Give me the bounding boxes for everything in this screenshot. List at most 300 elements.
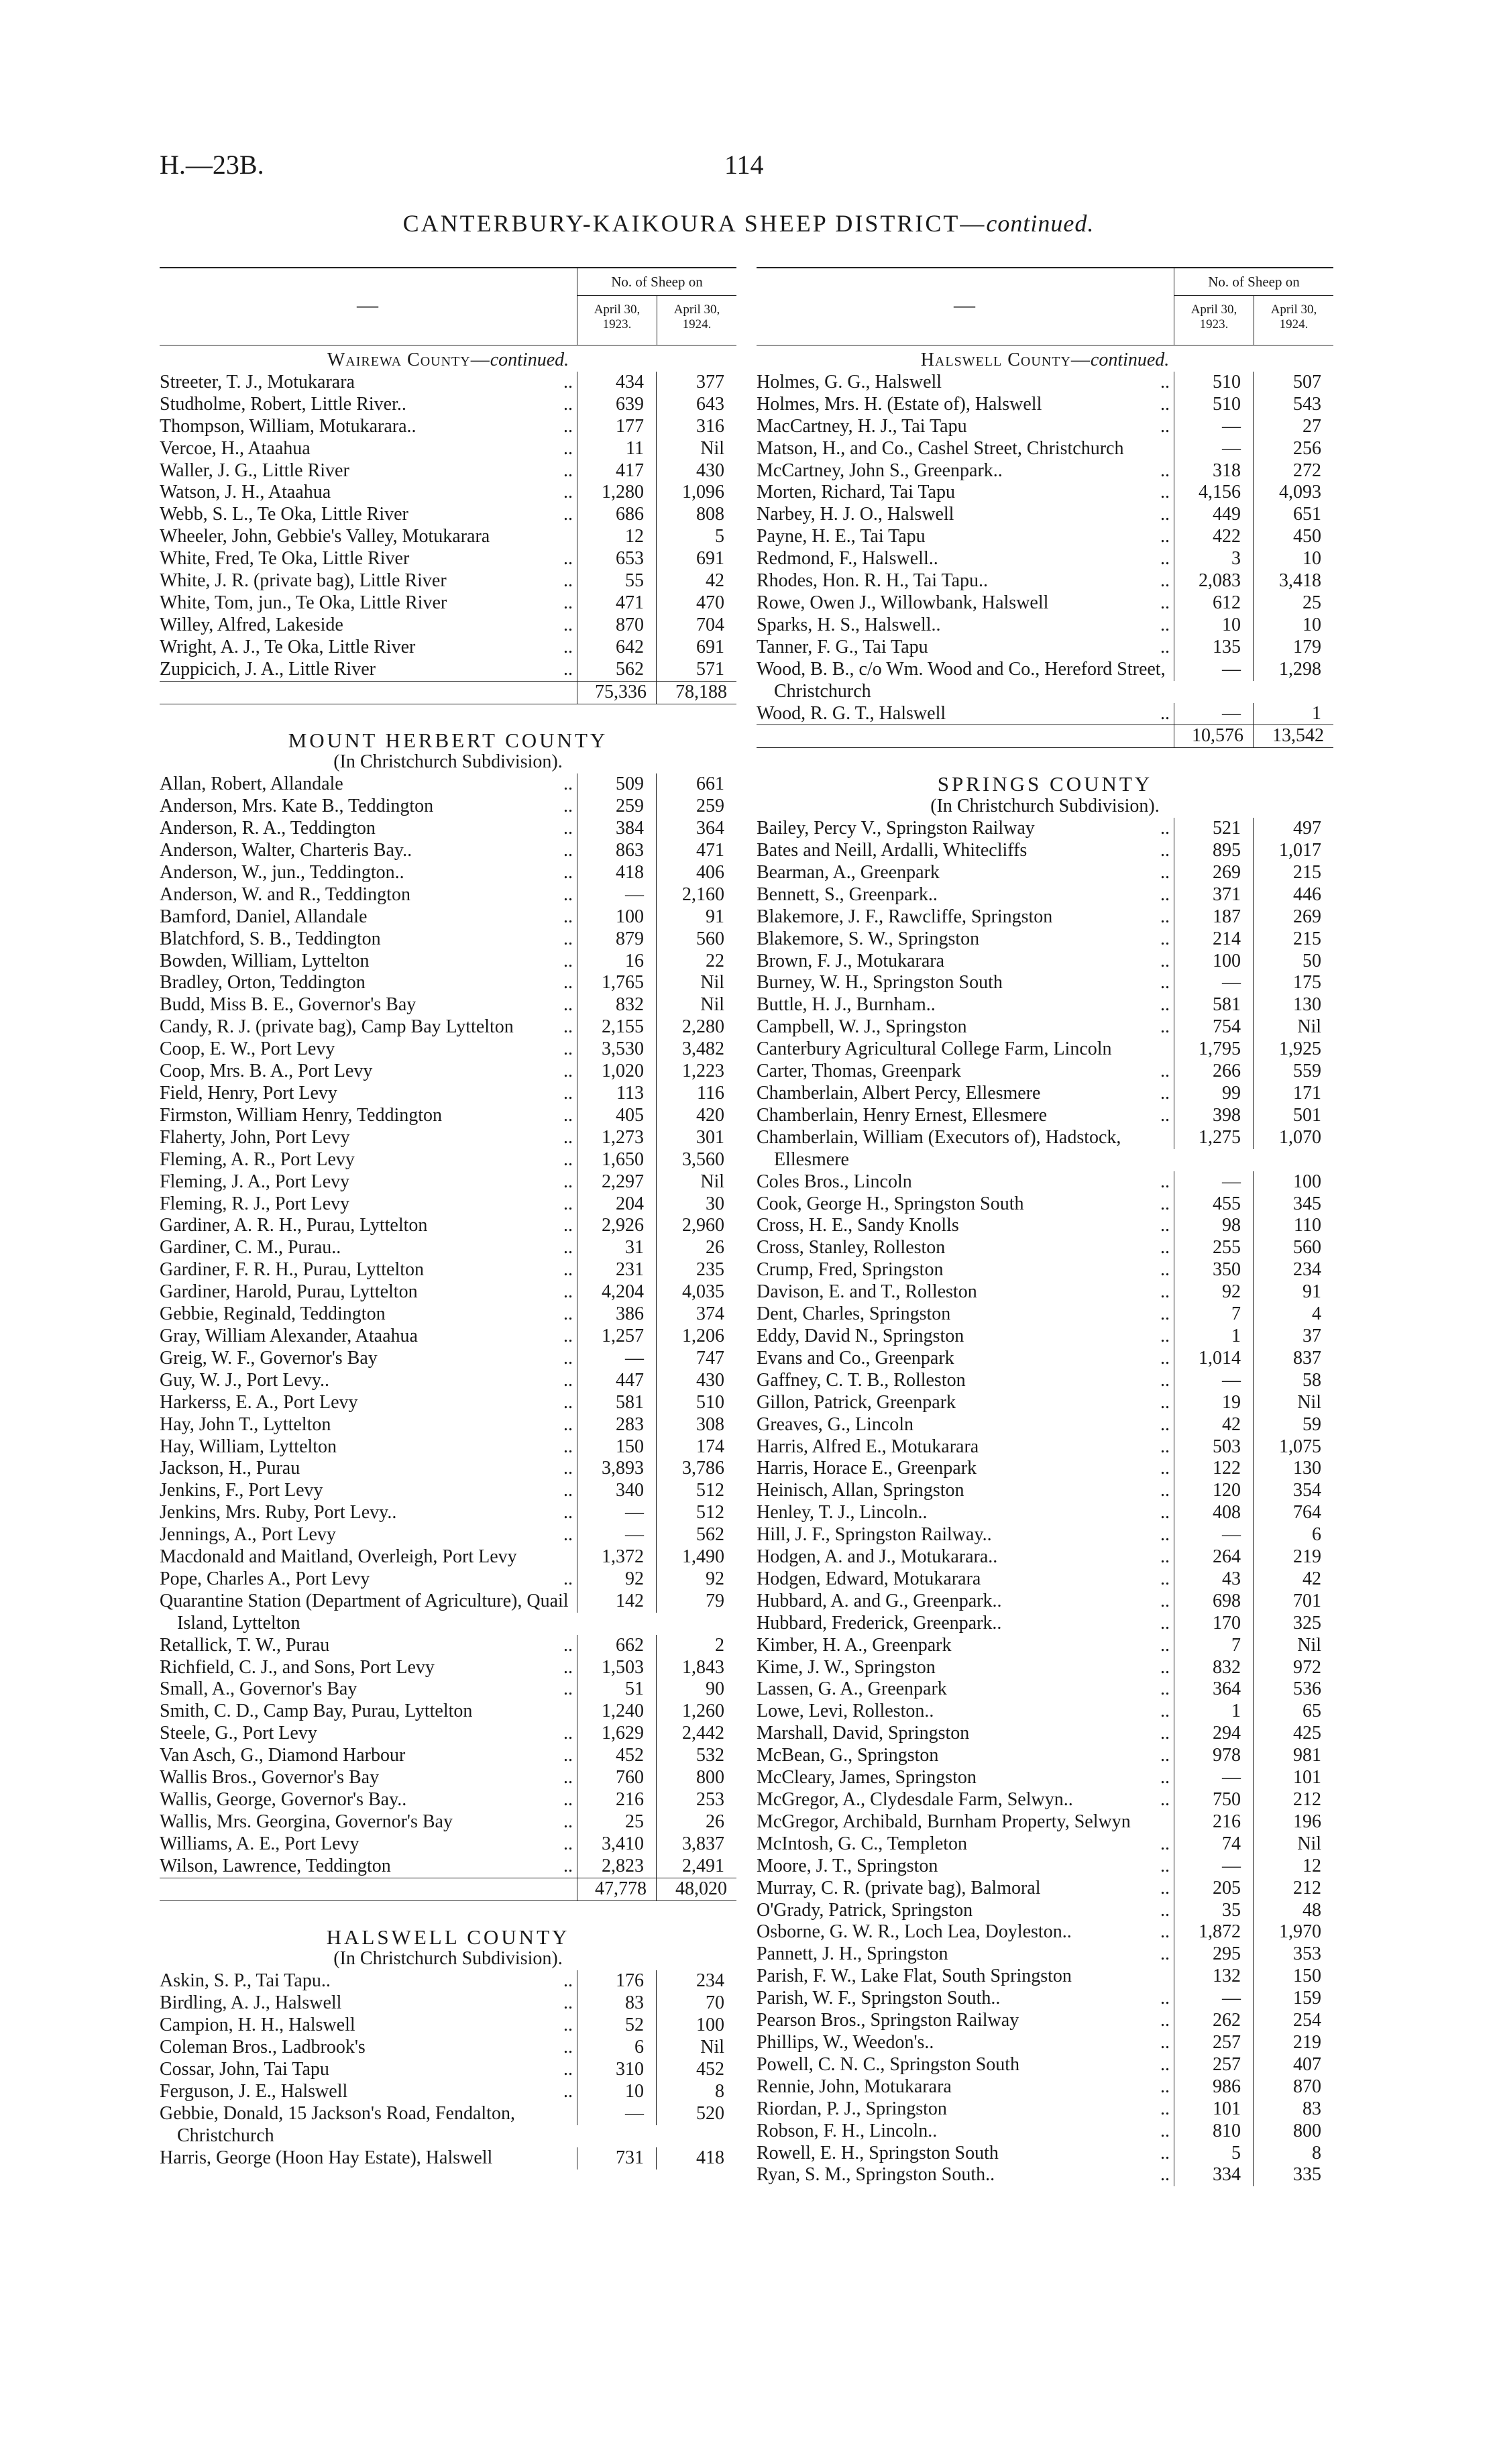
- table-row: [757, 1789, 1333, 1811]
- table-row: [757, 637, 1333, 659]
- owner-name: Bradley, Orton, Teddington ..: [160, 972, 573, 994]
- sheep-1924: 691: [656, 637, 736, 659]
- sheep-1924: 100: [656, 2015, 736, 2037]
- sheep-1923: 642: [577, 637, 656, 659]
- owner-name: Kimber, H. A., Greenpark ..: [757, 1634, 1170, 1656]
- sheep-1923: —: [1174, 972, 1253, 994]
- sheep-1923: 3: [1174, 548, 1253, 570]
- sheep-1924: 253: [656, 1789, 736, 1811]
- owner-name: Blakemore, J. F., Rawcliffe, Springston ..: [757, 906, 1170, 927]
- sheep-1923: 503: [1174, 1436, 1253, 1458]
- owner-name: Crump, Fred, Springston ..: [757, 1259, 1170, 1281]
- sheep-1923: 4,204: [577, 1281, 656, 1303]
- owner-name: Anderson, Walter, Charteris Bay.. ..: [160, 840, 573, 861]
- sheep-1924: 870: [1253, 2076, 1333, 2098]
- sheep-1924: 345: [1253, 1193, 1333, 1216]
- owner-name: Candy, R. J. (private bag), Camp Bay Lyttelton ..: [160, 1016, 573, 1038]
- table-row: [160, 1524, 736, 1546]
- sheep-1923: 509: [577, 773, 656, 796]
- sheep-1924: 1,490: [656, 1546, 736, 1568]
- sheep-1924: 65: [1253, 1701, 1333, 1723]
- table-row: [757, 1546, 1333, 1568]
- owner-name: McIntosh, G. C., Templeton ..: [757, 1833, 1170, 1854]
- sheep-1924: 651: [1253, 504, 1333, 526]
- sheep-1924: 4,093: [1253, 482, 1333, 504]
- owner-name: Gardiner, F. R. H., Purau, Lyttelton ..: [160, 1259, 573, 1281]
- sheep-1923: 371: [1174, 884, 1253, 906]
- sheep-1923: 510: [1174, 372, 1253, 394]
- table-row: [757, 1701, 1333, 1723]
- owner-name: Bailey, Percy V., Springston Railway ..: [757, 818, 1170, 839]
- section-heading-halswell-cont: Halswell County—continued.: [920, 350, 1170, 370]
- table-row: [160, 1789, 736, 1811]
- sheep-1924: 10: [1253, 614, 1333, 637]
- table-row: [160, 1281, 736, 1303]
- sheep-1924: 5: [656, 526, 736, 548]
- owner-name: Thompson, William, Motukarara.. ..: [160, 415, 573, 437]
- owner-name: McCleary, James, Springston ..: [757, 1767, 1170, 1788]
- sheep-1923: 612: [1174, 592, 1253, 614]
- sheep-1924: 510: [656, 1392, 736, 1414]
- sheep-1923: 214: [1174, 928, 1253, 951]
- sheep-1923: 177: [577, 416, 656, 438]
- sheep-1924: 4,035: [656, 1281, 736, 1303]
- sheep-1923: 1,240: [577, 1701, 656, 1723]
- table-row: [160, 1992, 736, 2015]
- table-row: [757, 2076, 1333, 2098]
- sheep-1923: 750: [1174, 1789, 1253, 1811]
- sheep-1924: 353: [1253, 1943, 1333, 1966]
- table-row: [757, 1061, 1333, 1083]
- table-row: [757, 2143, 1333, 2165]
- sheep-1923: 120: [1174, 1480, 1253, 1502]
- table-row: [757, 1127, 1333, 1171]
- owner-name: Powell, C. N. C., Springston South ..: [757, 2053, 1170, 2075]
- sheep-1924: 2,280: [656, 1016, 736, 1038]
- sheep-1924: 562: [656, 1524, 736, 1546]
- table-row: [160, 570, 736, 592]
- sheep-1924: 1,206: [656, 1326, 736, 1348]
- owner-name: Bennett, S., Greenpark.. ..: [757, 883, 1170, 905]
- owner-name: Matson, H., and Co., Cashel Street, Christchurch: [757, 437, 1124, 459]
- sheep-1924: 325: [1253, 1613, 1333, 1635]
- table-row: [757, 2164, 1333, 2186]
- sheep-1924: 2,491: [656, 1856, 736, 1878]
- table-row: [160, 1833, 736, 1856]
- sheep-1923: 264: [1174, 1546, 1253, 1568]
- sheep-1924: Nil: [1253, 1392, 1333, 1414]
- sheep-1924: 1,260: [656, 1701, 736, 1723]
- owner-name: Wallis, George, Governor's Bay.. ..: [160, 1789, 573, 1810]
- table-row: [160, 1856, 736, 1878]
- owner-name: Davison, E. and T., Rolleston ..: [757, 1281, 1170, 1303]
- sheep-1923: 422: [1174, 526, 1253, 548]
- table-row: [757, 1723, 1333, 1745]
- sheep-1924: 1,096: [656, 482, 736, 504]
- sheep-1924: 116: [656, 1083, 736, 1105]
- sheep-1923: 364: [1174, 1678, 1253, 1701]
- sheep-1924: 27: [1253, 416, 1333, 438]
- sheep-1924: 512: [656, 1502, 736, 1524]
- table-row: [757, 614, 1333, 637]
- sheep-1923: —: [1174, 438, 1253, 460]
- owner-name: Bamford, Daniel, Allandale ..: [160, 906, 573, 927]
- sheep-1924: 235: [656, 1259, 736, 1281]
- sheep-1924: 171: [1253, 1083, 1333, 1105]
- owner-name: Anderson, Mrs. Kate B., Teddington ..: [160, 796, 573, 817]
- sheep-1923: —: [577, 1502, 656, 1524]
- owner-name: Gaffney, C. T. B., Rolleston ..: [757, 1369, 1170, 1391]
- header-1924: April 30, 1924.: [657, 295, 736, 345]
- table-row: [757, 1591, 1333, 1613]
- sheep-1923: 132: [1174, 1966, 1253, 1988]
- sheep-1923: 7: [1174, 1635, 1253, 1657]
- sheep-1924: 1,970: [1253, 1921, 1333, 1943]
- sheep-1923: 1: [1174, 1326, 1253, 1348]
- sheep-1923: 35: [1174, 1900, 1253, 1922]
- owner-name: Hodgen, Edward, Motukarara ..: [757, 1568, 1170, 1589]
- table-row: [160, 840, 736, 862]
- table-row: [757, 504, 1333, 526]
- owner-name: Harris, Horace E., Greenpark ..: [757, 1458, 1170, 1479]
- sheep-1923: 176: [577, 1970, 656, 1992]
- table-row: [160, 1259, 736, 1281]
- sheep-1923: 1,257: [577, 1326, 656, 1348]
- sheep-1923: 259: [577, 796, 656, 818]
- sheep-1923: 55: [577, 570, 656, 592]
- owner-name: Gebbie, Reginald, Teddington ..: [160, 1303, 573, 1325]
- owner-name: Campbell, W. J., Springston ..: [757, 1016, 1170, 1038]
- sheep-1924: 219: [1253, 2032, 1333, 2054]
- owner-name: Bates and Neill, Ardalli, Whitecliffs ..: [757, 840, 1170, 861]
- sheep-1923: 384: [577, 818, 656, 840]
- sheep-1923: 986: [1174, 2076, 1253, 2098]
- table-row: [160, 592, 736, 614]
- sheep-1923: 31: [577, 1237, 656, 1259]
- sheep-1924: 470: [656, 592, 736, 614]
- sheep-1923: 510: [1174, 394, 1253, 416]
- table-row: [160, 1546, 736, 1568]
- table-row: [757, 972, 1333, 994]
- sheep-1924: 2,960: [656, 1215, 736, 1237]
- sheep-1924: 70: [656, 1992, 736, 2015]
- sheep-1923: 2,823: [577, 1856, 656, 1878]
- table-row: [757, 1083, 1333, 1105]
- owner-name: Dent, Charles, Springston ..: [757, 1303, 1170, 1325]
- table-row: [757, 394, 1333, 416]
- sheep-1923: —: [577, 1524, 656, 1546]
- table-row: [757, 703, 1333, 725]
- table-row: [160, 504, 736, 526]
- sheep-1924: 1,925: [1253, 1038, 1333, 1061]
- owner-name: Williams, A. E., Port Levy ..: [160, 1833, 573, 1854]
- sheep-1924: 3,418: [1253, 570, 1333, 592]
- table-row: [160, 614, 736, 637]
- owner-name: Evans and Co., Greenpark ..: [757, 1347, 1170, 1369]
- sheep-1923: 204: [577, 1193, 656, 1216]
- section-subheading: (In Christchurch Subdivision).: [333, 751, 563, 773]
- owner-name: O'Grady, Patrick, Springston ..: [757, 1899, 1170, 1921]
- table-row: [757, 416, 1333, 438]
- table-row: [757, 1943, 1333, 1966]
- sheep-1923: 1: [1174, 1701, 1253, 1723]
- owner-name: Holmes, Mrs. H. (Estate of), Halswell ..: [757, 393, 1170, 415]
- sheep-1924: 4: [1253, 1303, 1333, 1326]
- sheep-1923: 2,155: [577, 1016, 656, 1038]
- sheep-1924: 3,786: [656, 1458, 736, 1480]
- sheep-1923: 449: [1174, 504, 1253, 526]
- sheep-1924: 269: [1253, 906, 1333, 928]
- owner-name: Retallick, T. W., Purau ..: [160, 1634, 573, 1656]
- sheep-1924: 259: [656, 796, 736, 818]
- sheep-1924: 196: [1253, 1811, 1333, 1833]
- table-row: [160, 1171, 736, 1193]
- owner-name: Kime, J. W., Springston ..: [757, 1656, 1170, 1678]
- owner-name: Rhodes, Hon. R. H., Tai Tapu.. ..: [757, 570, 1170, 592]
- owner-name: Quarantine Station (Department of Agriculture), Quail Island, Lyttelton: [160, 1590, 569, 1633]
- sheep-1923: 19: [1174, 1392, 1253, 1414]
- sheep-1923: —: [1174, 1171, 1253, 1193]
- sheep-1923: 25: [577, 1811, 656, 1833]
- owner-name: Gebbie, Donald, 15 Jackson's Road, Fendalton, Christchurch: [160, 2102, 515, 2146]
- owner-name: Hay, William, Lyttelton ..: [160, 1436, 573, 1457]
- sheep-1923: 810: [1174, 2121, 1253, 2143]
- table-row: [757, 1524, 1333, 1546]
- owner-name: Gillon, Patrick, Greenpark ..: [757, 1391, 1170, 1413]
- sheep-1924: 335: [1253, 2164, 1333, 2186]
- table-row: [757, 1281, 1333, 1303]
- table-row: [757, 1921, 1333, 1943]
- table-row: [757, 1237, 1333, 1259]
- table-row: [757, 1678, 1333, 1701]
- sheep-1923: 269: [1174, 862, 1253, 884]
- table-row: [757, 1370, 1333, 1392]
- table-row: [757, 1833, 1333, 1856]
- sheep-1923: 187: [1174, 906, 1253, 928]
- table-row: [757, 438, 1333, 460]
- sheep-1923: 418: [577, 862, 656, 884]
- header-dash: —: [954, 292, 975, 317]
- table-row: [757, 818, 1333, 840]
- table-row: [160, 1657, 736, 1679]
- table-row: [160, 906, 736, 928]
- sheep-1923: 101: [1174, 2098, 1253, 2121]
- sheep-1924: 212: [1253, 1789, 1333, 1811]
- owner-name: Van Asch, G., Diamond Harbour ..: [160, 1745, 573, 1766]
- owner-name: Robson, F. H., Lincoln.. ..: [757, 2120, 1170, 2141]
- sheep-1924: 354: [1253, 1480, 1333, 1502]
- sheep-1924: 79: [656, 1591, 736, 1613]
- sheep-1923: 731: [577, 2147, 656, 2170]
- sheep-1923: —: [1174, 659, 1253, 681]
- owner-name: Coop, E. W., Port Levy ..: [160, 1038, 573, 1060]
- table-row: [160, 2147, 736, 2170]
- sheep-1923: 386: [577, 1303, 656, 1326]
- sheep-1924: 1: [1253, 703, 1333, 725]
- sheep-1923: —: [577, 2103, 656, 2125]
- sheep-1923: 295: [1174, 1943, 1253, 1966]
- sheep-1924: 8: [1253, 2143, 1333, 2165]
- sheep-1924: 808: [656, 504, 736, 526]
- table-row: [757, 1458, 1333, 1480]
- table-row: [160, 2103, 736, 2147]
- owner-name: Cross, Stanley, Rolleston ..: [757, 1237, 1170, 1258]
- sheep-1923: —: [1174, 1370, 1253, 1392]
- sheep-1924: 219: [1253, 1546, 1333, 1568]
- table-row: [160, 1038, 736, 1061]
- sheep-1923: 1,629: [577, 1723, 656, 1745]
- sheep-1923: —: [577, 1348, 656, 1370]
- sheep-1924: 520: [656, 2103, 736, 2125]
- sheep-1924: 452: [656, 2059, 736, 2081]
- owner-name: Streeter, T. J., Motukarara ..: [160, 371, 573, 392]
- sheep-1924: 150: [1253, 1966, 1333, 1988]
- table-row: [757, 1480, 1333, 1502]
- sheep-1924: 972: [1253, 1657, 1333, 1679]
- sheep-1924: 101: [1253, 1767, 1333, 1789]
- owner-name: Redmond, F., Halswell.. ..: [757, 548, 1170, 570]
- sheep-1924: 407: [1253, 2054, 1333, 2076]
- sheep-1924: 560: [656, 928, 736, 951]
- sheep-1923: 74: [1174, 1833, 1253, 1856]
- table-row: [757, 1326, 1333, 1348]
- owner-name: White, J. R. (private bag), Little River ..: [160, 570, 573, 592]
- sheep-1924: 26: [656, 1811, 736, 1833]
- owner-name: Bowden, William, Lyttelton ..: [160, 950, 573, 971]
- owner-name: Chamberlain, William (Executors of), Hadstock, Ellesmere: [757, 1126, 1121, 1170]
- table-row: [757, 460, 1333, 482]
- owner-name: Coles Bros., Lincoln ..: [757, 1171, 1170, 1192]
- table-row: [757, 884, 1333, 906]
- owner-name: Osborne, G. W. R., Loch Lea, Doyleston.. ..: [757, 1921, 1170, 1943]
- table-row: [160, 1635, 736, 1657]
- sheep-1923: 1,020: [577, 1061, 656, 1083]
- owner-name: Wright, A. J., Te Oka, Little River ..: [160, 636, 573, 657]
- owner-name: Riordan, P. J., Springston ..: [757, 2098, 1170, 2119]
- owner-name: Studholme, Robert, Little River.. ..: [160, 393, 573, 415]
- table-row: [160, 994, 736, 1016]
- table-row: [160, 1105, 736, 1127]
- sheep-1924: 559: [1253, 1061, 1333, 1083]
- sheep-1923: 1,795: [1174, 1038, 1253, 1061]
- sheep-1923: 879: [577, 928, 656, 951]
- sheep-1923: 170: [1174, 1613, 1253, 1635]
- sheep-1923: 216: [577, 1789, 656, 1811]
- sheep-1923: 216: [1174, 1811, 1253, 1833]
- header-no-of-sheep: No. of Sheep on: [611, 274, 703, 290]
- owner-name: Bearman, A., Greenpark ..: [757, 861, 1170, 883]
- table-row: [757, 1988, 1333, 2010]
- header-dash: —: [357, 292, 378, 317]
- sheep-1923: 205: [1174, 1878, 1253, 1900]
- sheep-1924: 430: [656, 460, 736, 482]
- sheep-1924: 58: [1253, 1370, 1333, 1392]
- sheep-1924: 560: [1253, 1237, 1333, 1259]
- table-row: [757, 1745, 1333, 1767]
- sheep-1923: —: [1174, 1524, 1253, 1546]
- sheep-1923: 350: [1174, 1259, 1253, 1281]
- owner-name: Canterbury Agricultural College Farm, Lincoln: [757, 1038, 1112, 1060]
- table-row: [160, 2081, 736, 2103]
- owner-name: Webb, S. L., Te Oka, Little River ..: [160, 504, 573, 525]
- sheep-1924: 3,482: [656, 1038, 736, 1061]
- table-row: [160, 1458, 736, 1480]
- owner-name: Cross, H. E., Sandy Knolls ..: [757, 1215, 1170, 1236]
- owner-name: Harris, Alfred E., Motukarara ..: [757, 1436, 1170, 1457]
- section-total-mount-herbert: 47,778 48,020: [160, 1878, 736, 1901]
- sheep-1924: 234: [1253, 1259, 1333, 1281]
- table-row: [757, 1502, 1333, 1524]
- sheep-1923: 42: [1174, 1414, 1253, 1436]
- table-row: [160, 1436, 736, 1458]
- sheep-1923: 2,083: [1174, 570, 1253, 592]
- section-heading-wairewa: Wairewa County—continued.: [327, 350, 569, 370]
- owner-name: Richfield, C. J., and Sons, Port Levy ..: [160, 1656, 573, 1678]
- owner-name: Carter, Thomas, Greenpark ..: [757, 1061, 1170, 1082]
- table-row: [160, 1303, 736, 1326]
- sheep-1923: 92: [1174, 1281, 1253, 1303]
- sheep-1924: 747: [656, 1348, 736, 1370]
- table-row: [757, 1259, 1333, 1281]
- sheep-1923: —: [1174, 1767, 1253, 1789]
- owner-name: Fleming, J. A., Port Levy ..: [160, 1171, 573, 1192]
- sheep-1924: 254: [1253, 2010, 1333, 2032]
- owner-name: McCartney, John S., Greenpark.. ..: [757, 460, 1170, 481]
- sheep-1924: 1,223: [656, 1061, 736, 1083]
- table-row: [160, 1480, 736, 1502]
- sheep-1923: 3,893: [577, 1458, 656, 1480]
- sheep-1923: 294: [1174, 1723, 1253, 1745]
- header-no-of-sheep: No. of Sheep on: [1208, 274, 1300, 290]
- sheep-1923: 447: [577, 1370, 656, 1392]
- sheep-1924: 301: [656, 1127, 736, 1149]
- sheep-1923: 1,503: [577, 1657, 656, 1679]
- owner-name: Cossar, John, Tai Tapu ..: [160, 2058, 573, 2080]
- sheep-1924: 130: [1253, 1458, 1333, 1480]
- owner-name: Eddy, David N., Springston ..: [757, 1325, 1170, 1346]
- owner-name: Blatchford, S. B., Teddington ..: [160, 928, 573, 949]
- sheep-1923: 978: [1174, 1745, 1253, 1767]
- table-row: [160, 1149, 736, 1171]
- owner-name: Marshall, David, Springston ..: [757, 1723, 1170, 1744]
- sheep-1924: 91: [656, 906, 736, 928]
- table-row: [160, 1745, 736, 1767]
- sheep-1923: 754: [1174, 1016, 1253, 1038]
- table-row: [160, 972, 736, 994]
- page-title: CANTERBURY-KAIKOURA SHEEP DISTRICT—continued.: [402, 210, 1095, 237]
- sheep-1924: 800: [656, 1767, 736, 1789]
- owner-name: Hill, J. F., Springston Railway.. ..: [757, 1524, 1170, 1546]
- owner-name: Payne, H. E., Tai Tapu ..: [757, 526, 1170, 547]
- sheep-count-header: [1174, 268, 1333, 345]
- owner-name: McBean, G., Springston ..: [757, 1745, 1170, 1766]
- sheep-1923: 870: [577, 614, 656, 637]
- sheep-1923: 16: [577, 951, 656, 973]
- table-row: [160, 884, 736, 906]
- table-row: [160, 1414, 736, 1436]
- table-row: [160, 1811, 736, 1833]
- owner-name: Parish, F. W., Lake Flat, South Springston: [757, 1966, 1072, 1987]
- section-heading-mount-herbert: MOUNT HERBERT COUNTY: [288, 728, 608, 752]
- sheep-1923: 1,372: [577, 1546, 656, 1568]
- sheep-1924: 450: [1253, 526, 1333, 548]
- sheep-1924: 536: [1253, 1678, 1333, 1701]
- sheep-1923: 255: [1174, 1237, 1253, 1259]
- sheep-1924: 2,442: [656, 1723, 736, 1745]
- section-heading-springs: SPRINGS COUNTY: [937, 772, 1153, 796]
- sheep-1923: —: [577, 884, 656, 906]
- sheep-1923: 639: [577, 394, 656, 416]
